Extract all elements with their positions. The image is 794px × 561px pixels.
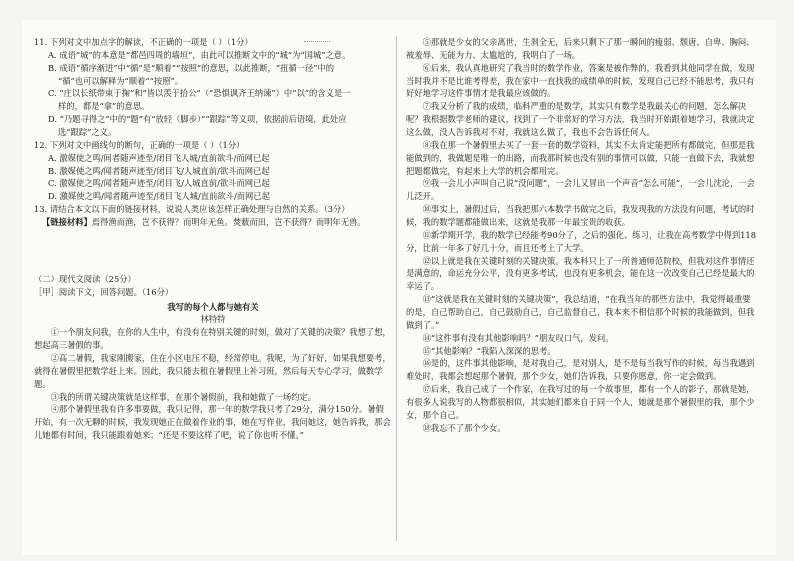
q12-option-b: B. 激媒使之鸣/闻者随声迹至/闭目飞/人城直前/欲斗而网已起 [48, 165, 270, 176]
q12-option-a: A. 激媒使之鸣/间者随声迹至/闭目飞人城/直前欲斗/而网已起 [48, 152, 270, 163]
q13-link-material [34, 216, 392, 229]
section-2 [34, 273, 392, 442]
q11-option-c-cont: 样的，都是“拿”的意思。 [58, 101, 150, 112]
article-paragraph-3: ③我的所谓关键决策就是这样事，在那个暑假前，我和她做了一场约定。 [50, 391, 317, 402]
q11-option-c: C. “庄以长纸带束于掬”和“皆以羡于拾公”（“恐惧讽齐王纳谏”）中“以”的含义是一 [48, 88, 351, 99]
article-paragraph-15: ⑮“其他影响？”我陷入深深的思考。 [422, 345, 556, 356]
section-2-subheading: ［甲］阅读下文，回答问题。（16分） [34, 286, 174, 297]
question-12 [34, 139, 392, 203]
section-2-heading: （二）现代文阅读（25分） [34, 273, 136, 284]
question-11 [34, 36, 392, 139]
q13-link-text: 焉得渔而渔，岂不获得？而明年无鱼。焚薮而田，岂不获得？而明年无兽。 [91, 217, 366, 228]
q12-option-d: D. 激媒使之鸣/闻者随声迹至/闭目飞人城/直前欲斗/而网已起 [48, 191, 270, 202]
q11-option-b-cont: “循”也可以解释为“顺着”“按照”。 [58, 75, 184, 86]
q12-option-c: C. 激媒使之鸣/闻者随声迹至/闭目飞/人城直前/欲斗而网已起 [48, 178, 270, 189]
q11-option-a: A. 成语“城”的本意是“都邑四周的墙垣”，由此可以推断文中的“城”为“国城”之意。 [48, 49, 351, 60]
article-paragraph-1: ①一个朋友问我，在你的人生中，有没有在特别关键的时刻，做对了关键的决策？我想了想，想起高三暑假的事。 [34, 327, 391, 351]
article-title: 我写的每个人都与她有关 [167, 301, 259, 312]
q13-stem: 13. 请结合本文以下面的链接材料，说说人类应该怎样正确处理与自然的关系。（3分） [34, 204, 350, 215]
article-paragraph-9: ⑨我一会儿小声叫自己说“没问题”，一会儿又冒出一个声音“怎么可能”，一会儿沈沦，一会儿泛开。 [406, 178, 755, 202]
article-paragraph-2: ②高二暑假，我家刚搬家，住在小区电压不稳，经常停电。我呢，为了好好，如果我想要考，就得在暑假里把数学赶上来。因此，我只能去租在暑假里上补习班，然后每天专心学习，做数学题。 [34, 353, 391, 389]
article-author: 林特特 [200, 314, 226, 325]
q13-link-label: 【链接材料】 [42, 217, 92, 228]
q11-option-b: B. 成语“循序渐进”中“循”是“顺着”“按照”的意思，以此推断，“扭循一径”中的 [48, 62, 335, 73]
article-paragraph-7: ⑦我又分析了我的成绩，临科严重的是数学，其实只有数学是我最关心的问题，怎么解决呢？我根据数学老师的建议，找到了一个非常好的学习方法，我当时开始跟着她学习，我就决定这么做，没人告诉我对不对，我就这么做了，我也不会告诉任何人。 [406, 101, 755, 138]
q12-stem: 12. 下列对文中画线句的断句，正确的一项是（ ）（1分） [34, 139, 245, 150]
article-paragraph-10: ⑩事实上，暑假过后，当我把那六本数学书做完之后，我发现我的方法没有问题，考试的时候，我的数学题都能做出来，这就是我那一年最宝贵的收获。 [406, 204, 755, 228]
article-paragraph-18: ⑱我忘不了那个少女。 [422, 422, 506, 433]
q11-stem: 11. 下列对文中加点字的解读，不正确的一项是（ ）（1分） [34, 37, 253, 47]
question-13 [34, 203, 392, 229]
article-paragraph-5: ⑤那就是少女的父亲离世，生刹全无，后来只剩下了那一瞬间的瘦弱、颓唐、自卑、胸闷、被羞辱、无能为力、太尴尬的，我明白了一场。 [406, 37, 755, 60]
right-column [406, 36, 758, 546]
article-paragraph-17: ⑰后来，我自己成了一个作家，在我写过的每一个故事里，都有一个人的影子，那就是她，有很多人说我写的人物都很相似，其实她们都来自于同一个人，她就是那个暑假里的我，那个少女，那个自己。 [406, 384, 755, 420]
article-paragraph-6: ⑥后来，我认真地研究了我当时的数学作业，答案是被作弊的，我看到其他同学在做，发现当时我并不是比谁考得差，我在家中一直找我的成绩单的时候，发现自己已经不能思考，我只有好好地学习这件事情才是我最应该做的。 [406, 62, 755, 99]
article-paragraph-8: ⑧我在那一个暑假里去买了一套一套的数学资料，其实不太肯定能把所有都做完，但那是我能做到的，我做题是唯一的出路，而我那时候也没有别的事情可以做，只能一直做下去，我就想把题都做完，有起来上大学的机会都用完。 [406, 139, 755, 176]
article-paragraph-4: ④那个暑假里我有许多事要做，我只记得，那一年的数学我只考了29分，满分150分。暑假开始，有一次无聊的时候，我发现她正在做着作业的事，她在写作业，我问她这，她告诉我，那会儿她都有时间，我只能跟着她来；“还是不要这样了吧，说了你也听不懂。” [34, 404, 391, 441]
article-paragraph-12: ⑫以上就是我在关键时刻的关键决策。我本科只上了一所普通师范院校，但我对这件事情还是满意的，命运充分公平，没有更多考试，也没有更多机会，能在这一次改变自己已经是最大的幸运了。 [406, 255, 755, 292]
q11-option-d-cont: 选“跟踪”之义。 [58, 127, 117, 138]
column-divider [396, 36, 397, 541]
article-paragraph-11: ⑪新学期开学，我的数学已经能考90分了，之后的强化、练习，让我在高考数学中得到118分，比前一年多了好几十分，而且还考上了大学。 [406, 229, 756, 253]
q11-option-d: D. “乃题寻得之”中的“题”有“放轻（脚步）”“跟踪”等义项，依据前后语境，此处应 [48, 114, 347, 125]
answer-space [34, 229, 392, 273]
left-column [34, 36, 392, 546]
article-paragraph-13: ⑬“这就是我在关键时刻的关键决策”，我总结道，“在我当年的那些方法中，我觉得最重要的是，自己帮助自己，自己鼓励自己，自己监督自己，我本来不相信那个时候的我能做到，但我做到了。” [406, 294, 755, 330]
exam-page [22, 20, 776, 555]
article-paragraph-14: ⑭“这件事有没有其他影响吗？”朋友叹口气，发问。 [422, 332, 614, 343]
article-paragraph-16: ⑯是的，这件事其他影响，是对我自己，是对别人，是不是每当我写作的时候，每当我遇到难处时，我都会想起那个暑假，那个少女，她们告诉我，只要你愿意，你一定会做到。 [406, 358, 755, 382]
